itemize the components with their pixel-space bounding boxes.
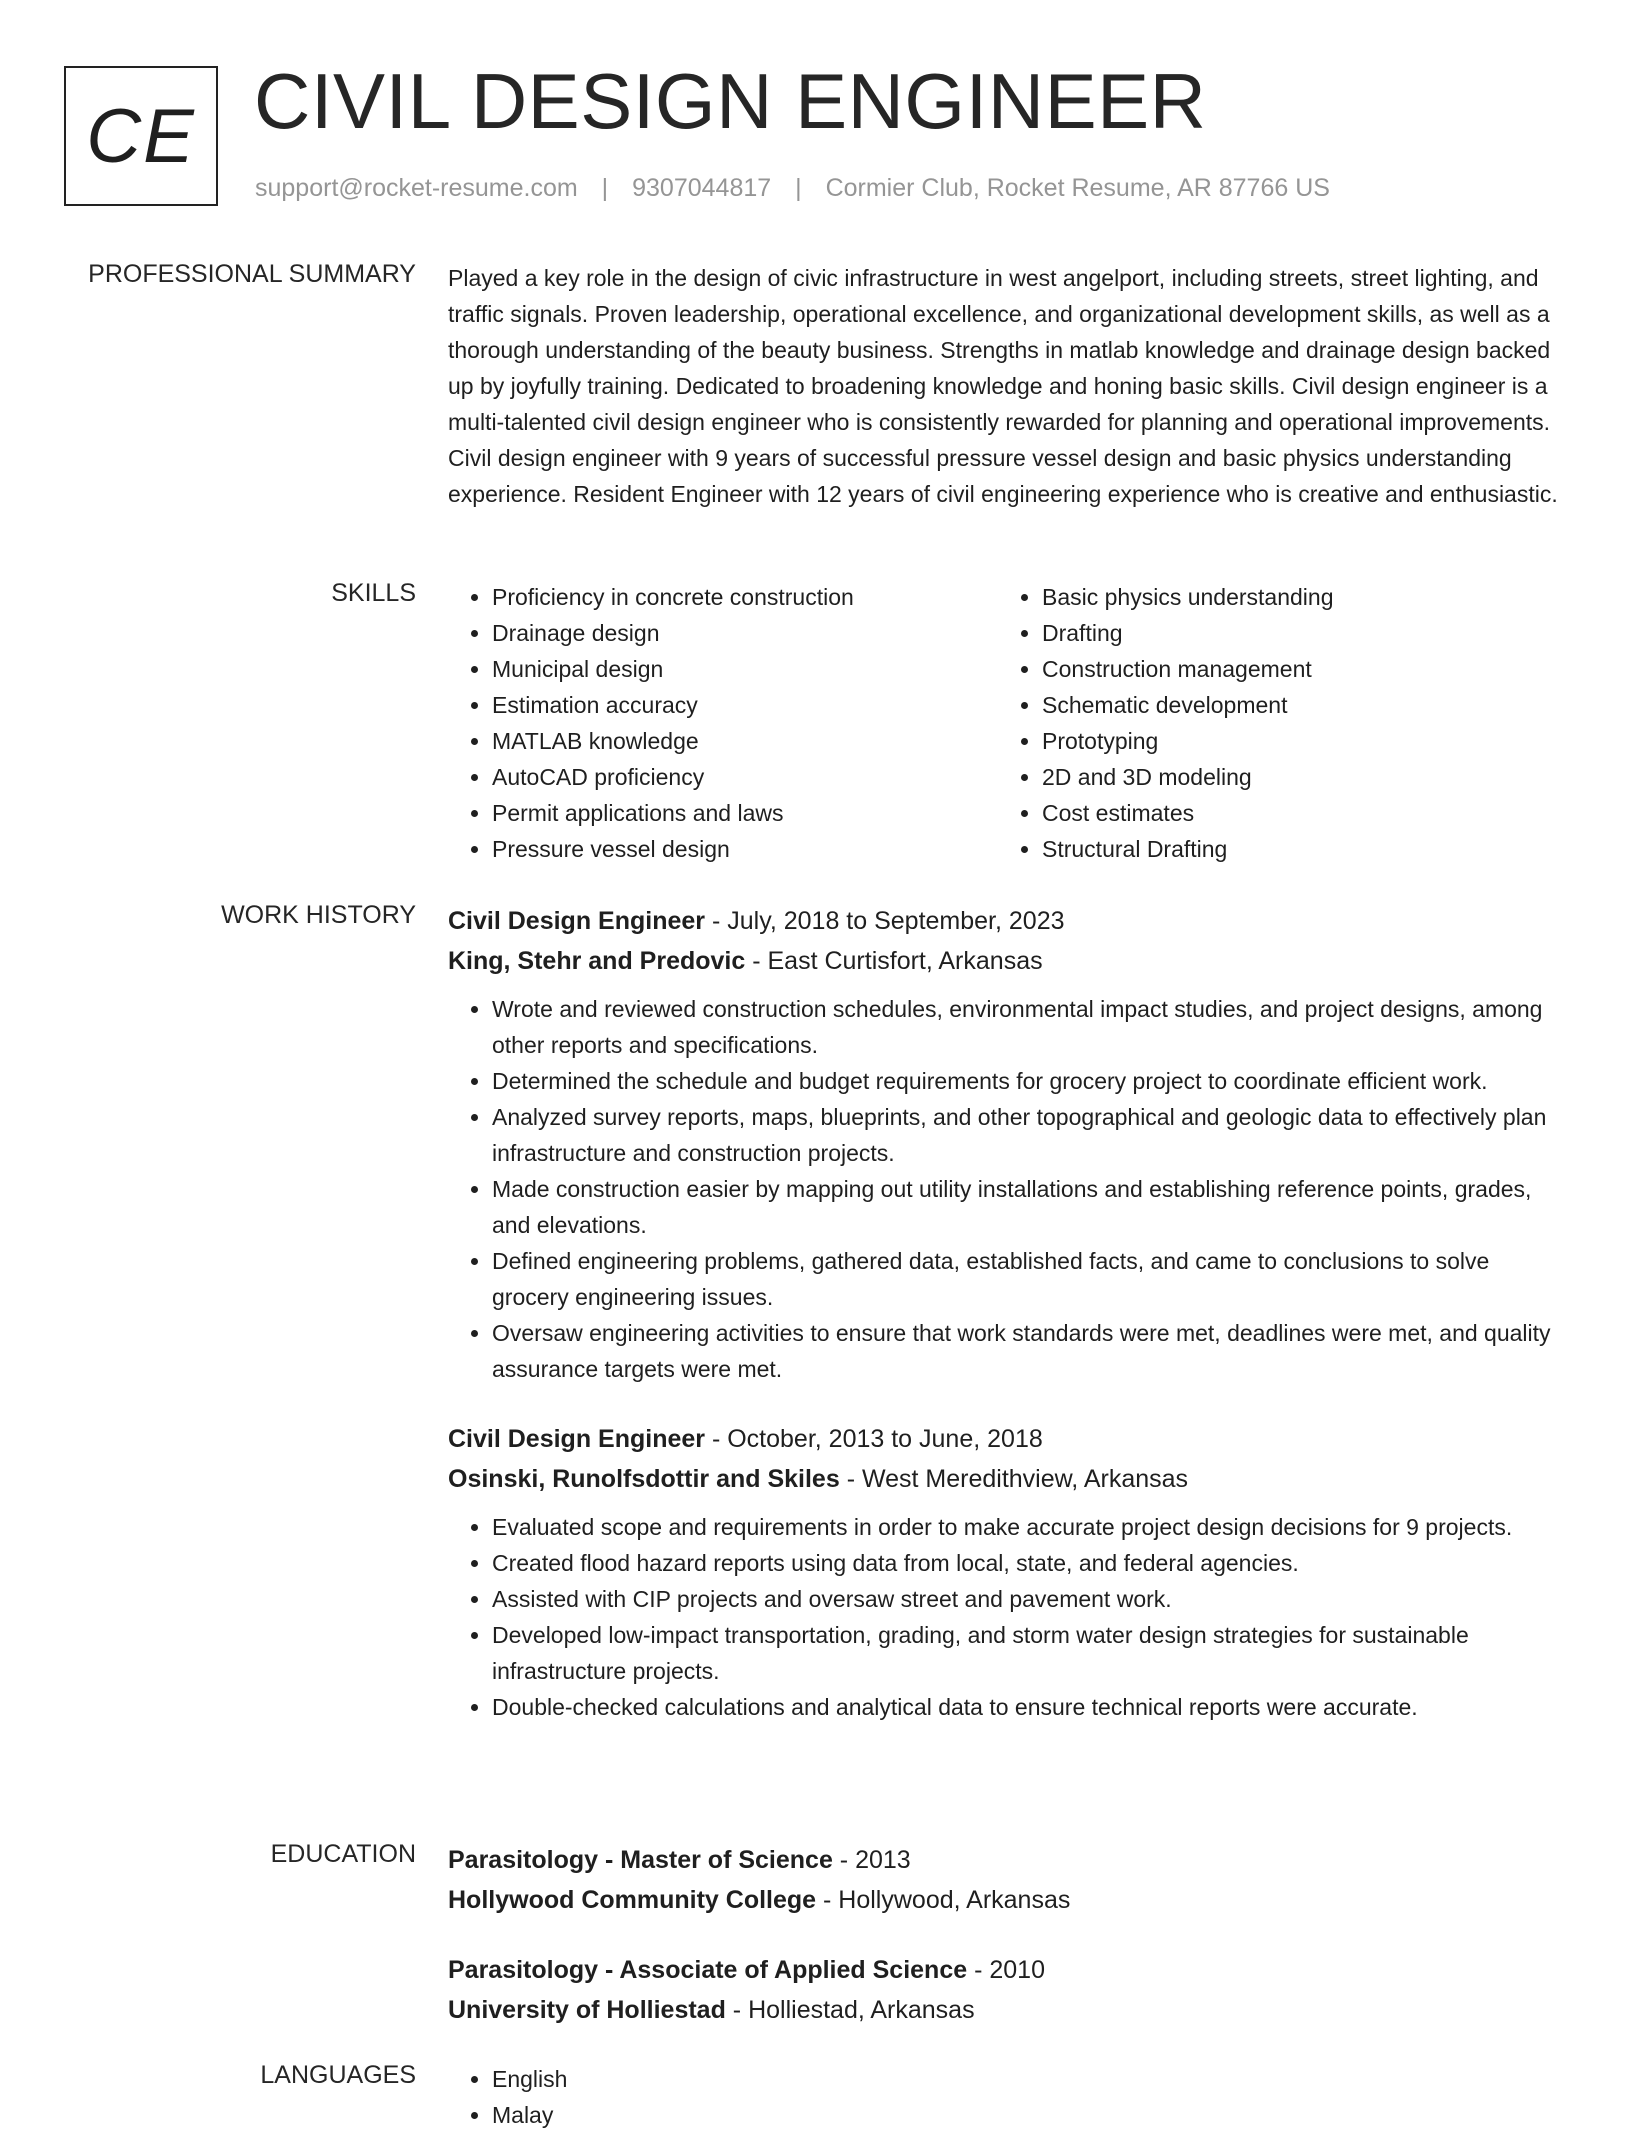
contact-address: Cormier Club, Rocket Resume, AR 87766 US	[825, 174, 1330, 202]
skill-item: • 2D and 3D modeling	[1042, 759, 1548, 795]
contact-separator: |	[795, 174, 802, 202]
job-bullet: • Wrote and reviewed construction schedules, environmental impact studies, and project designs, among other reports and specifications.	[492, 991, 1564, 1063]
job-bullet: • Evaluated scope and requirements in order to make accurate project design decisions for 9 projects.	[492, 1509, 1564, 1545]
job-entry	[448, 1419, 1564, 1725]
skills-list-left	[448, 579, 998, 867]
skill-item: • Drafting	[1042, 615, 1548, 651]
skill-item: • Schematic development	[1042, 687, 1548, 723]
section-heading-summary: PROFESSIONAL SUMMARY	[88, 260, 416, 288]
section-heading-languages: LANGUAGES	[260, 2061, 416, 2089]
page-title: CIVIL DESIGN ENGINEER	[254, 57, 1207, 145]
language-item: • Malay	[492, 2097, 1564, 2133]
contact-separator: |	[601, 174, 609, 202]
summary-body	[448, 260, 1564, 512]
job-dates: July, 2018 to September, 2023	[727, 907, 1065, 935]
skill-item: • Basic physics understanding	[1042, 579, 1548, 615]
education-body	[448, 1840, 1564, 2030]
education-degree-line: Parasitology - Associate of Applied Science - 2010	[448, 1956, 1045, 1984]
contact-phone: 9307044817	[632, 174, 772, 202]
education-school: University of Holliestad	[448, 1996, 726, 2024]
skill-item: • Structural Drafting	[1042, 831, 1548, 867]
monogram-logo: CE	[64, 66, 218, 206]
education-school-line: Hollywood Community College - Hollywood, Arkansas	[448, 1886, 1071, 1914]
job-location: East Curtisfort, Arkansas	[767, 947, 1043, 975]
education-degree: Parasitology - Associate of Applied Science	[448, 1956, 968, 1984]
job-bullet: • Determined the schedule and budget requirements for grocery project to coordinate efficient work.	[492, 1063, 1564, 1099]
section-heading-skills: SKILLS	[331, 579, 416, 607]
job-company-line: Osinski, Runolfsdottir and Skiles - West Meredithview, Arkansas	[448, 1465, 1189, 1493]
work-history-body	[448, 901, 1564, 1725]
education-school-line: University of Holliestad - Holliestad, Arkansas	[448, 1996, 975, 2024]
skill-item: • Drainage design	[492, 615, 998, 651]
job-bullet: • Double-checked calculations and analytical data to ensure technical reports were accurate.	[492, 1689, 1564, 1725]
section-heading-work-history: WORK HISTORY	[221, 901, 416, 929]
job-bullet: • Oversaw engineering activities to ensure that work standards were met, deadlines were met, and quality assurance targets were met.	[492, 1315, 1564, 1387]
skill-item: • Prototyping	[1042, 723, 1548, 759]
job-company-line: King, Stehr and Predovic - East Curtisfort, Arkansas	[448, 947, 1043, 975]
languages-list	[448, 2061, 1564, 2133]
education-entry	[448, 1840, 1564, 1920]
job-bullet: • Analyzed survey reports, maps, blueprints, and other topographical and geologic data to effectively plan infrastructure and construction projects.	[492, 1099, 1564, 1171]
skill-item: • Cost estimates	[1042, 795, 1548, 831]
skills-body	[448, 579, 1564, 867]
skill-item: • Municipal design	[492, 651, 998, 687]
contact-line	[255, 174, 1330, 203]
education-location: Hollywood, Arkansas	[838, 1886, 1071, 1914]
languages-body	[448, 2061, 1564, 2133]
job-title-line: Civil Design Engineer - October, 2013 to June, 2018	[448, 1425, 1043, 1453]
education-degree-line: Parasitology - Master of Science - 2013	[448, 1846, 911, 1874]
education-year: 2010	[989, 1956, 1045, 1984]
job-bullet: • Developed low-impact transportation, grading, and storm water design strategies for sustainable infrastructure projects.	[492, 1617, 1564, 1689]
job-bullets	[448, 1509, 1564, 1725]
skill-item: • Construction management	[1042, 651, 1548, 687]
education-location: Holliestad, Arkansas	[748, 1996, 975, 2024]
job-bullet: • Defined engineering problems, gathered data, established facts, and came to conclusions to solve grocery engineering issues.	[492, 1243, 1564, 1315]
job-entry	[448, 901, 1564, 1387]
language-item: • English	[492, 2061, 1564, 2097]
summary-text: Played a key role in the design of civic infrastructure in west angelport, including streets, street lighting, and traffic signals. Proven leadership, operational excellence, and organizational development skills, as well as a thorough understanding of the beauty business. Strengths in matlab knowledge and drainage design backed up by joyfully training. Dedicated to broadening knowledge and honing basic skills. Civil design engineer is a multi-talented civil design engineer who is consistently rewarded for planning and operational improvements. Civil design engineer with 9 years of successful pressure vessel design and basic physics understanding experience. Resident Engineer with 12 years of civil engineering experience who is creative and enthusiastic.	[448, 265, 1558, 507]
skill-item: • Estimation accuracy	[492, 687, 998, 723]
job-title-line: Civil Design Engineer - July, 2018 to September, 2023	[448, 907, 1065, 935]
job-bullet: • Created flood hazard reports using data from local, state, and federal agencies.	[492, 1545, 1564, 1581]
job-title: Civil Design Engineer	[448, 907, 706, 935]
education-school: Hollywood Community College	[448, 1886, 817, 1914]
job-company: Osinski, Runolfsdottir and Skiles	[448, 1465, 840, 1493]
job-title: Civil Design Engineer	[448, 1425, 706, 1453]
education-degree: Parasitology - Master of Science	[448, 1846, 833, 1874]
job-dates: October, 2013 to June, 2018	[727, 1425, 1043, 1453]
skills-list-right	[998, 579, 1548, 867]
job-company: King, Stehr and Predovic	[448, 947, 746, 975]
section-heading-education: EDUCATION	[270, 1840, 416, 1868]
skill-item: • AutoCAD proficiency	[492, 759, 998, 795]
education-entry	[448, 1950, 1564, 2030]
job-bullet: • Made construction easier by mapping out utility installations and establishing reference points, grades, and elevations.	[492, 1171, 1564, 1243]
job-location: West Meredithview, Arkansas	[861, 1465, 1189, 1493]
job-bullets	[448, 991, 1564, 1387]
skill-item: • Permit applications and laws	[492, 795, 998, 831]
education-year: 2013	[855, 1846, 911, 1874]
skill-item: • MATLAB knowledge	[492, 723, 998, 759]
contact-email: support@rocket-resume.com	[255, 174, 578, 202]
job-bullet: • Assisted with CIP projects and oversaw street and pavement work.	[492, 1581, 1564, 1617]
skill-item: • Proficiency in concrete construction	[492, 579, 998, 615]
skill-item: • Pressure vessel design	[492, 831, 998, 867]
